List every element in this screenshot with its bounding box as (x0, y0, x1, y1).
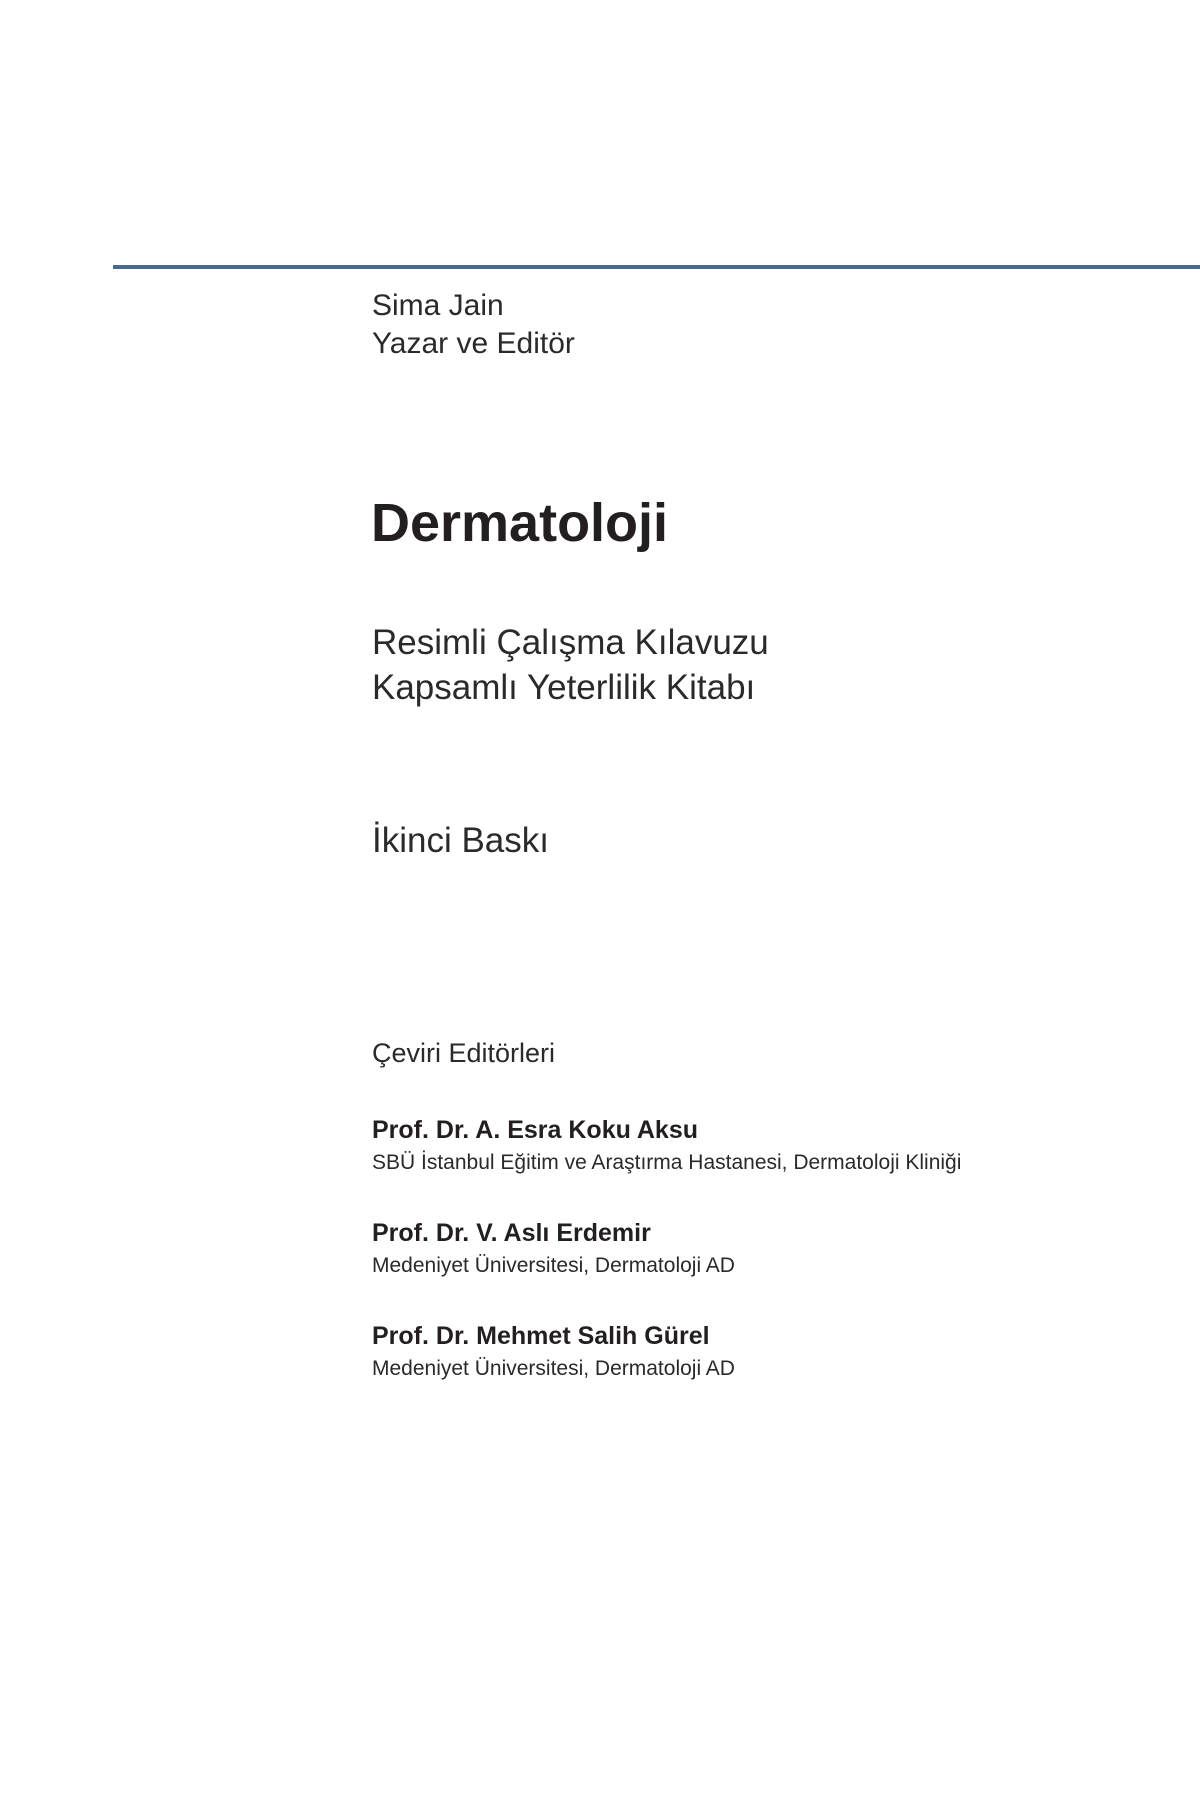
author-block (372, 287, 575, 363)
editor-name: Prof. Dr. A. Esra Koku Aksu (372, 1116, 699, 1144)
editor-affiliation: Medeniyet Üniversitesi, Dermatoloji AD (372, 1357, 735, 1380)
editor-name: Prof. Dr. V. Aslı Erdemir (372, 1219, 651, 1247)
author-name: Sima Jain (372, 289, 504, 322)
book-title: Dermatoloji (371, 493, 669, 553)
translation-editor-3 (372, 1320, 735, 1384)
author-role: Yazar ve Editör (372, 327, 575, 360)
subtitle-line-1: Resimli Çalışma Kılavuzu (372, 623, 769, 662)
top-divider-rule (113, 265, 1200, 269)
translation-editors-heading: Çeviri Editörleri (372, 1038, 556, 1068)
subtitle-block (372, 620, 769, 710)
translation-editor-2 (372, 1217, 735, 1281)
editor-name: Prof. Dr. Mehmet Salih Gürel (372, 1322, 710, 1350)
editor-affiliation: Medeniyet Üniversitesi, Dermatoloji AD (372, 1254, 735, 1277)
subtitle-line-2: Kapsamlı Yeterlilik Kitabı (372, 668, 756, 707)
edition: İkinci Baskı (372, 821, 549, 860)
translation-editor-1 (372, 1114, 961, 1178)
editor-affiliation: SBÜ İstanbul Eğitim ve Araştırma Hastanesi, Dermatoloji Kliniği (372, 1151, 962, 1174)
